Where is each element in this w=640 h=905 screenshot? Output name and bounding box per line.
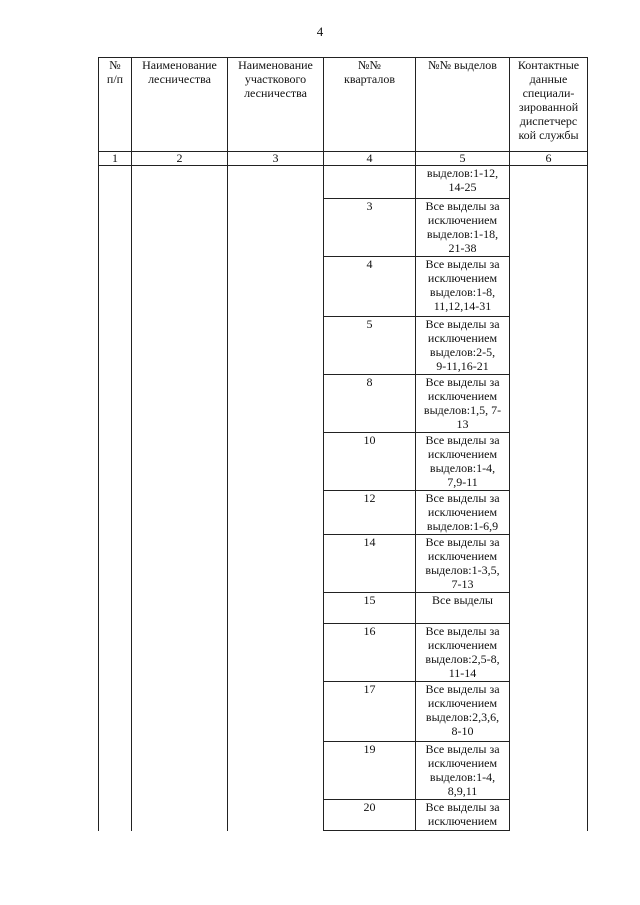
blank-cell [99, 682, 132, 742]
vydely-list: Все выделы за исключением выделов:1-8, 11,12,14-31 [416, 257, 510, 317]
table-row [99, 491, 588, 535]
vydely-list: Все выделы за исключением выделов:1-4, 7,9-11 [416, 433, 510, 491]
column-number-row [99, 152, 588, 166]
blank-cell [99, 317, 132, 375]
blank-cell [99, 257, 132, 317]
forest-districts-table [98, 57, 588, 831]
blank-cell [99, 491, 132, 535]
blank-cell [132, 491, 228, 535]
blank-cell [99, 624, 132, 682]
kvartal-number: 19 [324, 742, 416, 800]
blank-cell [510, 166, 588, 199]
blank-cell [228, 800, 324, 831]
blank-cell [132, 317, 228, 375]
column-header-3: Наименование участкового лесничества [228, 58, 324, 152]
blank-cell [99, 593, 132, 624]
blank-cell [99, 166, 132, 199]
blank-cell [99, 433, 132, 491]
blank-cell [510, 682, 588, 742]
blank-cell [228, 682, 324, 742]
kvartal-number: 3 [324, 199, 416, 257]
kvartal-number: 4 [324, 257, 416, 317]
vydely-list: Все выделы за исключением выделов:1-18, 21-38 [416, 199, 510, 257]
vydely-list: Все выделы за исключением выделов:2,3,6, 8-10 [416, 682, 510, 742]
blank-cell [510, 593, 588, 624]
blank-cell [510, 800, 588, 831]
blank-cell [228, 624, 324, 682]
blank-cell [132, 593, 228, 624]
vydely-list: Все выделы за исключением выделов:2-5, 9-11,16-21 [416, 317, 510, 375]
blank-cell [99, 375, 132, 433]
blank-cell [99, 535, 132, 593]
kvartal-number: 20 [324, 800, 416, 831]
column-header-2: Наименование лесничества [132, 58, 228, 152]
table-row [99, 800, 588, 831]
table-row [99, 742, 588, 800]
blank-cell [228, 317, 324, 375]
table-row [99, 257, 588, 317]
vydely-list: Все выделы за исключением [416, 800, 510, 831]
table-row [99, 433, 588, 491]
table-row [99, 166, 588, 199]
vydely-list: Все выделы за исключением выделов:1,5, 7- 13 [416, 375, 510, 433]
blank-cell [228, 257, 324, 317]
blank-cell [132, 433, 228, 491]
blank-cell [228, 375, 324, 433]
blank-cell [99, 199, 132, 257]
column-number-1: 1 [99, 152, 132, 166]
blank-cell [510, 535, 588, 593]
blank-cell [510, 624, 588, 682]
blank-cell [132, 257, 228, 317]
kvartal-number: 17 [324, 682, 416, 742]
blank-cell [228, 199, 324, 257]
blank-cell [132, 800, 228, 831]
blank-cell [228, 166, 324, 199]
blank-cell [132, 624, 228, 682]
column-number-6: 6 [510, 152, 588, 166]
blank-cell [510, 375, 588, 433]
table-row [99, 535, 588, 593]
column-number-5: 5 [416, 152, 510, 166]
blank-cell [510, 199, 588, 257]
column-number-4: 4 [324, 152, 416, 166]
vydely-list: Все выделы за исключением выделов:1-3,5, 7-13 [416, 535, 510, 593]
table-row [99, 375, 588, 433]
vydely-list: Все выделы [416, 593, 510, 624]
table-row [99, 682, 588, 742]
column-number-2: 2 [132, 152, 228, 166]
blank-cell [99, 800, 132, 831]
column-header-4: №№ кварталов [324, 58, 416, 152]
header-row [99, 58, 588, 152]
vydely-list: Все выделы за исключением выделов:2,5-8, 11-14 [416, 624, 510, 682]
kvartal-number: 15 [324, 593, 416, 624]
table-body [99, 166, 588, 831]
blank-cell [510, 257, 588, 317]
vydely-list: Все выделы за исключением выделов:1-6,9 [416, 491, 510, 535]
blank-cell [510, 742, 588, 800]
blank-cell [228, 593, 324, 624]
column-header-5: №№ выделов [416, 58, 510, 152]
blank-cell [132, 199, 228, 257]
kvartal-number: 10 [324, 433, 416, 491]
vydely-list: выделов:1-12, 14-25 [416, 166, 510, 199]
kvartal-number: 16 [324, 624, 416, 682]
kvartal-number: 5 [324, 317, 416, 375]
blank-cell [132, 742, 228, 800]
blank-cell [510, 317, 588, 375]
page-number: 4 [316, 24, 324, 39]
blank-cell [132, 682, 228, 742]
blank-cell [99, 742, 132, 800]
vydely-list: Все выделы за исключением выделов:1-4, 8,9,11 [416, 742, 510, 800]
table-row [99, 199, 588, 257]
column-number-3: 3 [228, 152, 324, 166]
kvartal-number: 12 [324, 491, 416, 535]
table-row [99, 317, 588, 375]
blank-cell [228, 742, 324, 800]
blank-cell [228, 491, 324, 535]
blank-cell [132, 535, 228, 593]
blank-cell [510, 433, 588, 491]
table-row [99, 593, 588, 624]
blank-cell [132, 166, 228, 199]
kvartal-number: 8 [324, 375, 416, 433]
blank-cell [228, 433, 324, 491]
column-header-6: Контактные данные специали- зированной диспетчерс кой службы [510, 58, 588, 152]
blank-cell [132, 375, 228, 433]
table-row [99, 624, 588, 682]
column-header-1: № п/п [99, 58, 132, 152]
kvartal-number: 14 [324, 535, 416, 593]
kvartal-number [324, 166, 416, 199]
blank-cell [228, 535, 324, 593]
blank-cell [510, 491, 588, 535]
